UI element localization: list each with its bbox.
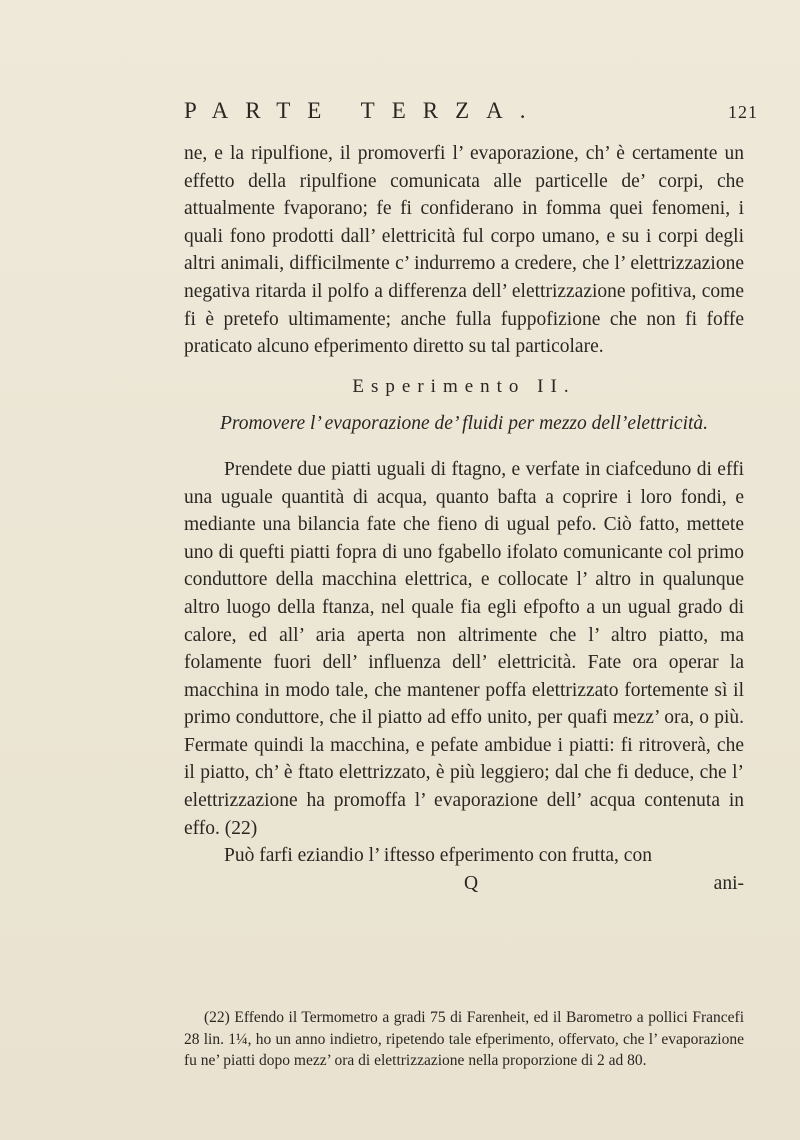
paragraph-continuation: ne, e la ripulfione, il promoverfi l’ evaporazione, ch’ è certamente un effetto della ripulfione comunicata alle particelle de’ corpi, che attualmente fvaporano; fe fi confiderano in fomma quei fenomeni, i quali fono prodotti dall’ elettricità ful corpo umano, e su i corpi degli altri animali, difficilmente c’ indurremo a credere, che l’ elettrizzazione negativa ritarda il polfo a differenza dell’ elettrizzazione pofitiva, come fi è pretefo ultimamente; anche fulla fuppofizione che non fi foffe praticato alcuno efperimento diretto su tal particolare. <box>184 143 744 358</box>
experiment-heading: Esperimento II. <box>352 375 576 397</box>
signature-mark: Q <box>464 872 479 894</box>
page-number: 121 <box>728 102 758 122</box>
paragraph-fruit: Può farfi eziandio l’ iftesso efperimento con frutta, con <box>224 845 652 867</box>
catchword: ani- <box>713 872 744 894</box>
footnote <box>184 1007 744 1072</box>
catchword-line <box>184 870 744 898</box>
running-title: PARTE TERZA. <box>184 98 543 123</box>
footnote-text: (22) Effendo il Termometro a gradi 75 di Farenheit, ed il Barometro a pollici Francefi 28 lin. 1¼, ho un anno indietro, ripetendo tale efperimento, offervato, che l’ evaporazione fu ne’ piatti dopo mezz’ ora di elettrizzazione nella proporzione di 2 ad 80. <box>184 1009 744 1069</box>
main-text <box>184 140 744 897</box>
experiment-title: Promovere l’ evaporazione de’ fluidi per mezzo dell’elettricità. <box>219 413 709 435</box>
running-header <box>184 98 758 128</box>
paragraph-procedure: Prendete due piatti uguali di ftagno, e verfate in ciafceduno di effi una uguale quantità di acqua, quanto bafta a coprire i loro fondi, e mediante una bilancia fate che fieno di ugual pefo. Ciò fatto, mettete uno di quefti piatti fopra di uno fgabello ifolato comunicante col primo conduttore della macchina elettrica, e collocate l’ altro in qualunque altro luogo della ftanza, nel quale fia egli efpofto a un ugual grado di calore, ed all’ aria aperta non altrimente che l’ altro piatto, ma folamente fuori dell’ influenza dell’ elettricità. Fate ora operar la macchina in modo tale, che mantener poffa elettrizzato fortemente sì il primo conduttore, che il piatto ad effo unito, per quafi mezz’ ora, o più. Fermate quindi la macchina, e pefate ambidue i piatti: fi ritroverà, che il piatto, ch’ è ftato elettrizzato, è più leggiero; dal che fi deduce, che l’ elettrizzazione ha promoffa l’ evaporazione dell’ acqua contenuta in effo. (22) <box>184 458 744 839</box>
